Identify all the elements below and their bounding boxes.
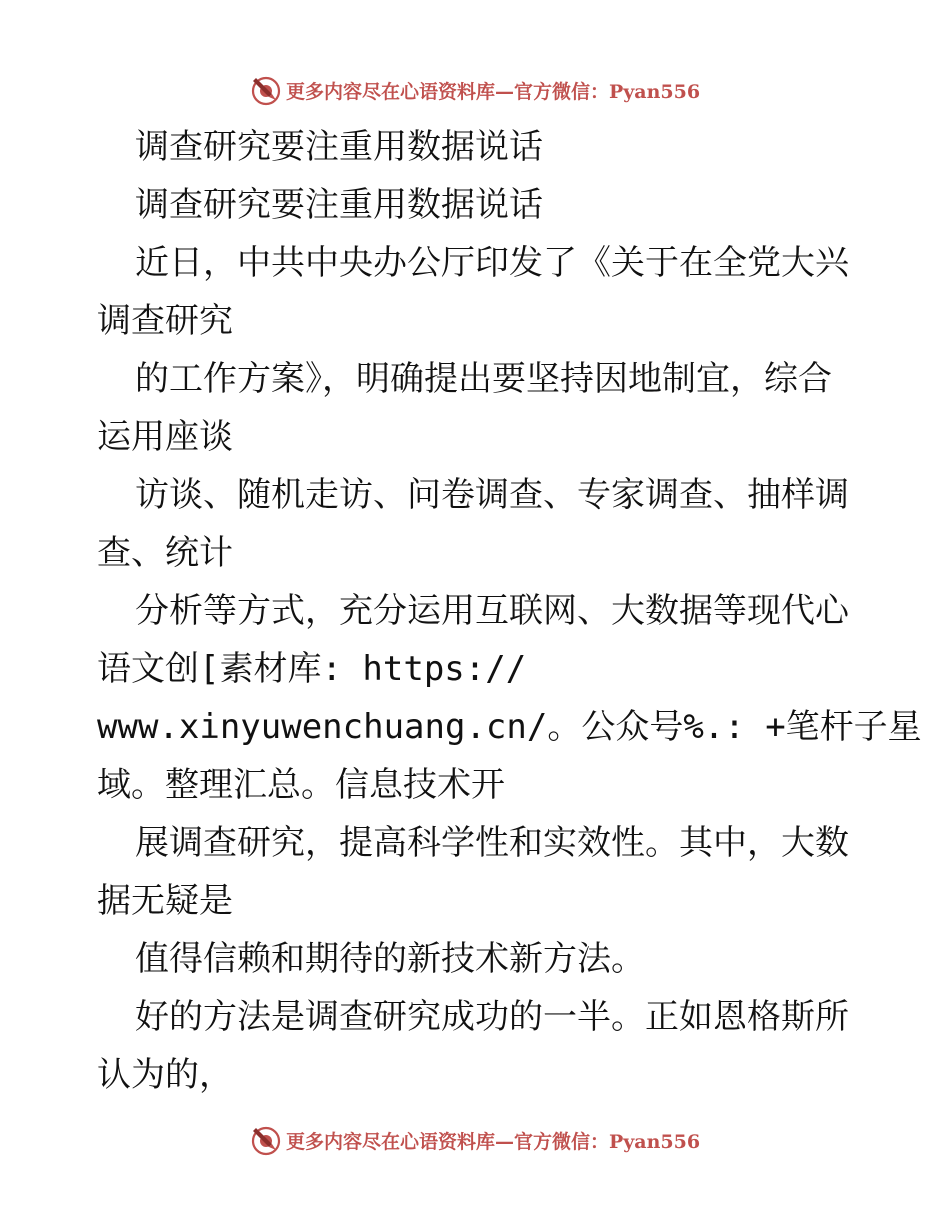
text-line: 调查研究: [97, 301, 233, 341]
text-line: 查、统计: [97, 533, 233, 573]
text-line: www.xinyuwenchuang.cn/。公众号%.: +笔杆子星: [97, 707, 922, 747]
text-line: 的工作方案》，明确提出要坚持因地制宜，综合: [135, 359, 832, 399]
text-line: 展调查研究，提高科学性和实效性。其中，大数: [135, 823, 849, 863]
pen-logo-icon: [250, 1124, 282, 1156]
text-line: 认为的，: [97, 1055, 233, 1095]
header-banner: [0, 70, 950, 110]
text-line: 调查研究要注重用数据说话: [135, 185, 543, 225]
text-line: 好的方法是调查研究成功的一半。正如恩格斯所: [135, 997, 849, 1037]
text-line: 调查研究要注重用数据说话: [135, 127, 543, 167]
text-line: 域。整理汇总。信息技术开: [97, 765, 505, 805]
text-line: 分析等方式，充分运用互联网、大数据等现代心: [135, 591, 849, 631]
text-line: 据无疑是: [97, 881, 233, 921]
text-line: 语文创[素材库: https://: [97, 649, 527, 689]
document-body: [97, 118, 922, 1104]
text-line: 运用座谈: [97, 417, 233, 457]
header-banner-text: 更多内容尽在心语资料库—官方微信：Pyan556: [285, 80, 701, 103]
text-line: 近日，中共中央办公厅印发了《关于在全党大兴: [135, 243, 849, 283]
pen-logo-icon: [250, 74, 282, 106]
text-line: 值得信赖和期待的新技术新方法。: [135, 939, 645, 979]
footer-banner: [0, 1120, 950, 1160]
text-line: 访谈、随机走访、问卷调查、专家调查、抽样调: [135, 475, 849, 515]
footer-banner-text: 更多内容尽在心语资料库—官方微信：Pyan556: [285, 1130, 701, 1153]
